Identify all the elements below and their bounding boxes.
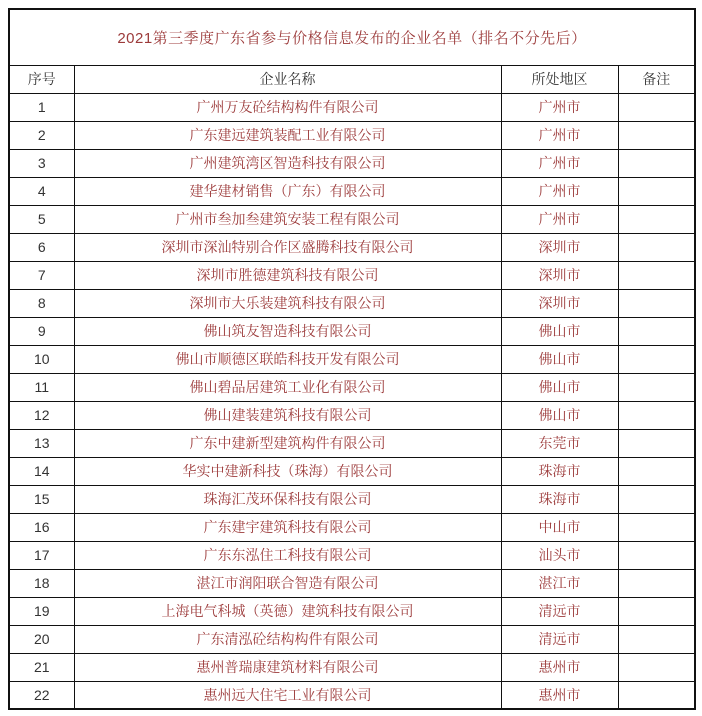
table-row xyxy=(9,541,695,569)
company-name-cell: 建华建材销售（广东）有限公司 xyxy=(74,177,501,205)
company-name-cell: 佛山市顺德区联皓科技开发有限公司 xyxy=(74,345,501,373)
note-cell xyxy=(618,345,695,373)
row-index-cell: 12 xyxy=(9,401,74,429)
note-cell xyxy=(618,541,695,569)
enterprise-table xyxy=(8,8,696,710)
note-cell xyxy=(618,177,695,205)
table-row xyxy=(9,205,695,233)
company-name-cell: 佛山建装建筑科技有限公司 xyxy=(74,401,501,429)
region-cell: 惠州市 xyxy=(501,681,618,709)
company-name-cell: 深圳市大乐装建筑科技有限公司 xyxy=(74,289,501,317)
region-cell: 佛山市 xyxy=(501,345,618,373)
company-name-cell: 深圳市深汕特别合作区盛腾科技有限公司 xyxy=(74,233,501,261)
note-cell xyxy=(618,681,695,709)
company-name-cell: 佛山筑友智造科技有限公司 xyxy=(74,317,501,345)
table-row xyxy=(9,569,695,597)
company-name-cell: 珠海汇茂环保科技有限公司 xyxy=(74,485,501,513)
company-name-cell: 惠州远大住宅工业有限公司 xyxy=(74,681,501,709)
row-index-cell: 15 xyxy=(9,485,74,513)
table-row xyxy=(9,513,695,541)
row-index-cell: 5 xyxy=(9,205,74,233)
column-header-index: 序号 xyxy=(9,65,74,93)
region-cell: 广州市 xyxy=(501,177,618,205)
region-cell: 珠海市 xyxy=(501,457,618,485)
table-row xyxy=(9,233,695,261)
region-cell: 东莞市 xyxy=(501,429,618,457)
table-header-row xyxy=(9,65,695,93)
region-cell: 清远市 xyxy=(501,597,618,625)
note-cell xyxy=(618,429,695,457)
column-header-note: 备注 xyxy=(618,65,695,93)
row-index-cell: 13 xyxy=(9,429,74,457)
region-cell: 珠海市 xyxy=(501,485,618,513)
table-row xyxy=(9,121,695,149)
row-index-cell: 18 xyxy=(9,569,74,597)
region-cell: 广州市 xyxy=(501,121,618,149)
table-row xyxy=(9,345,695,373)
company-name-cell: 华实中建新科技（珠海）有限公司 xyxy=(74,457,501,485)
table-row xyxy=(9,653,695,681)
table-row xyxy=(9,289,695,317)
table-row xyxy=(9,149,695,177)
column-header-company: 企业名称 xyxy=(74,65,501,93)
note-cell xyxy=(618,401,695,429)
note-cell xyxy=(618,513,695,541)
company-name-cell: 惠州普瑞康建筑材料有限公司 xyxy=(74,653,501,681)
table-row xyxy=(9,261,695,289)
region-cell: 深圳市 xyxy=(501,233,618,261)
region-cell: 汕头市 xyxy=(501,541,618,569)
note-cell xyxy=(618,317,695,345)
note-cell xyxy=(618,149,695,177)
region-cell: 惠州市 xyxy=(501,653,618,681)
note-cell xyxy=(618,625,695,653)
region-cell: 佛山市 xyxy=(501,401,618,429)
table-row xyxy=(9,373,695,401)
company-name-cell: 湛江市润阳联合智造有限公司 xyxy=(74,569,501,597)
region-cell: 中山市 xyxy=(501,513,618,541)
table-row xyxy=(9,93,695,121)
region-cell: 湛江市 xyxy=(501,569,618,597)
company-name-cell: 广东东泓住工科技有限公司 xyxy=(74,541,501,569)
region-cell: 深圳市 xyxy=(501,261,618,289)
row-index-cell: 21 xyxy=(9,653,74,681)
row-index-cell: 11 xyxy=(9,373,74,401)
region-cell: 广州市 xyxy=(501,149,618,177)
table-row xyxy=(9,401,695,429)
company-name-cell: 广东建宇建筑科技有限公司 xyxy=(74,513,501,541)
table-row xyxy=(9,177,695,205)
company-name-cell: 广州万友砼结构构件有限公司 xyxy=(74,93,501,121)
note-cell xyxy=(618,233,695,261)
region-cell: 清远市 xyxy=(501,625,618,653)
row-index-cell: 8 xyxy=(9,289,74,317)
table-title: 2021第三季度广东省参与价格信息发布的企业名单（排名不分先后） xyxy=(9,9,695,65)
company-name-cell: 广州市叁加叁建筑安装工程有限公司 xyxy=(74,205,501,233)
row-index-cell: 3 xyxy=(9,149,74,177)
note-cell xyxy=(618,205,695,233)
row-index-cell: 22 xyxy=(9,681,74,709)
note-cell xyxy=(618,261,695,289)
company-name-cell: 上海电气科城（英德）建筑科技有限公司 xyxy=(74,597,501,625)
note-cell xyxy=(618,457,695,485)
table-body xyxy=(9,93,695,709)
company-name-cell: 广东建远建筑装配工业有限公司 xyxy=(74,121,501,149)
note-cell xyxy=(618,121,695,149)
row-index-cell: 14 xyxy=(9,457,74,485)
row-index-cell: 20 xyxy=(9,625,74,653)
row-index-cell: 17 xyxy=(9,541,74,569)
region-cell: 佛山市 xyxy=(501,317,618,345)
row-index-cell: 7 xyxy=(9,261,74,289)
table-row xyxy=(9,681,695,709)
table-row xyxy=(9,317,695,345)
note-cell xyxy=(618,569,695,597)
company-name-cell: 广东中建新型建筑构件有限公司 xyxy=(74,429,501,457)
company-name-cell: 佛山碧品居建筑工业化有限公司 xyxy=(74,373,501,401)
company-name-cell: 广州建筑湾区智造科技有限公司 xyxy=(74,149,501,177)
row-index-cell: 1 xyxy=(9,93,74,121)
row-index-cell: 9 xyxy=(9,317,74,345)
region-cell: 广州市 xyxy=(501,93,618,121)
note-cell xyxy=(618,653,695,681)
table-row xyxy=(9,485,695,513)
company-name-cell: 广东清泓砼结构构件有限公司 xyxy=(74,625,501,653)
note-cell xyxy=(618,485,695,513)
region-cell: 佛山市 xyxy=(501,373,618,401)
row-index-cell: 19 xyxy=(9,597,74,625)
region-cell: 深圳市 xyxy=(501,289,618,317)
table-row xyxy=(9,625,695,653)
note-cell xyxy=(618,373,695,401)
table-row xyxy=(9,457,695,485)
company-name-cell: 深圳市胜德建筑科技有限公司 xyxy=(74,261,501,289)
note-cell xyxy=(618,93,695,121)
table-row xyxy=(9,597,695,625)
row-index-cell: 4 xyxy=(9,177,74,205)
table-row xyxy=(9,429,695,457)
row-index-cell: 10 xyxy=(9,345,74,373)
table-title-row xyxy=(9,9,695,65)
note-cell xyxy=(618,597,695,625)
note-cell xyxy=(618,289,695,317)
row-index-cell: 6 xyxy=(9,233,74,261)
row-index-cell: 2 xyxy=(9,121,74,149)
column-header-region: 所处地区 xyxy=(501,65,618,93)
region-cell: 广州市 xyxy=(501,205,618,233)
row-index-cell: 16 xyxy=(9,513,74,541)
